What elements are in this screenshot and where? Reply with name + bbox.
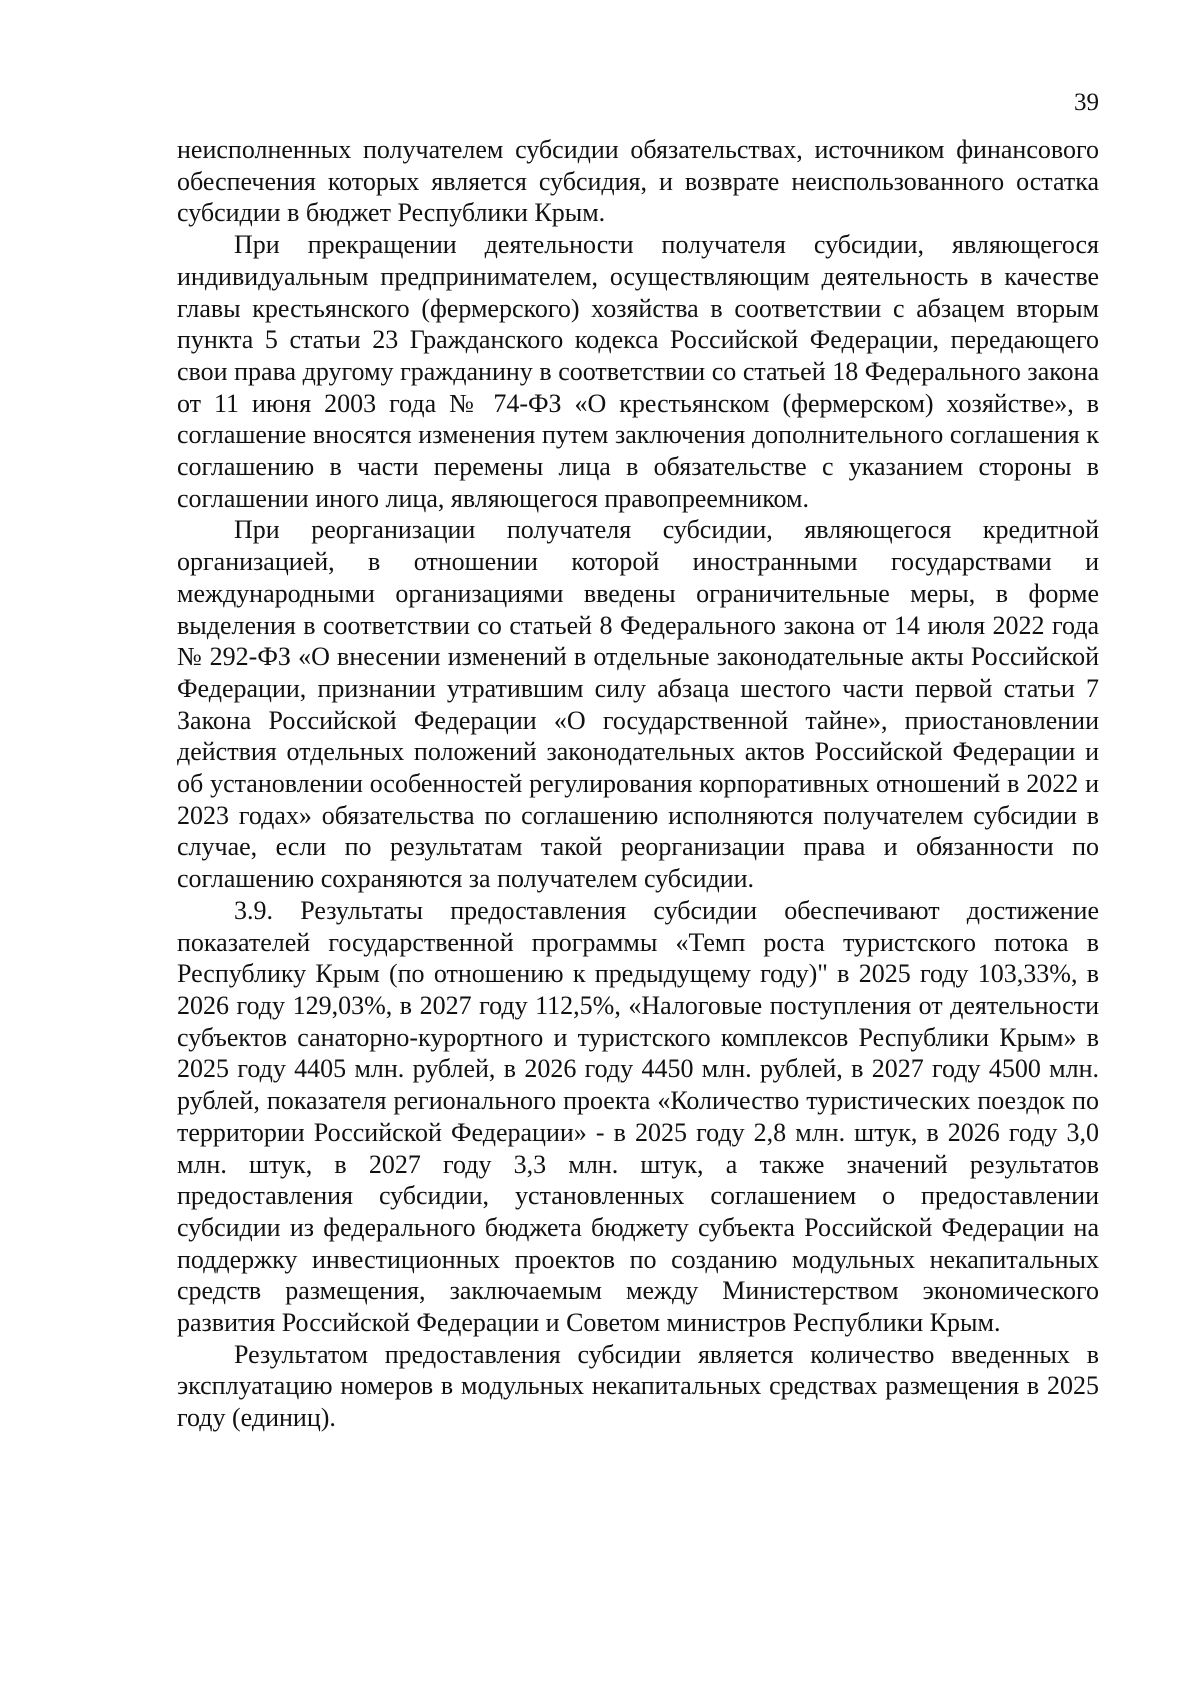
paragraph-credit-reorganization: При реорганизации получателя субсидии, являющегося кредитной организацией, в отношении которой иностранными государствами и международными организациями введены ограничительные меры, в форме выделения в соответствии со статьей 8 Федерального закона от 14 июля 2022 года № 292-ФЗ «О внесении изменений в отдельные законодательные акты Российской Федерации, признании утратившим силу абзаца шестого части первой статьи 7 Закона Российской Федерации «О государственной тайне», приостановлении действия отдельных положений законодательных актов Российской Федерации и об установлении особенностей регулирования корпоративных отношений в 2022 и 2023 годах» обязательства по соглашению исполняются получателем субсидии в случае, если по результатам такой реорганизации права и обязанности по соглашению сохраняются за получателем субсидии. (177, 515, 1099, 894)
page-number: 39 (1074, 89, 1099, 116)
paragraph-section-3-9: 3.9. Результаты предоставления субсидии обеспечивают достижение показателей государственной программы «Темп роста туристского потока в Республику Крым (по отношению к предыдущему году)" в 2025 году 103,33%, в 2026 году 129,03%, в 2027 году 112,5%, «Налоговые поступления от деятельности субъектов санаторно-курортного и туристского комплексов Республики Крым» в 2025 году 4405 млн. рублей, в 2026 году 4450 млн. рублей, в 2027 году 4500 млн. рублей, показателя регионального проекта «Количество туристических поездок по территории Российской Федерации» - в 2025 году 2,8 млн. штук, в 2026 году 3,0 млн. штук, в 2027 году 3,3 млн. штук, а также значений результатов предоставления субсидии, установленных соглашением о предоставлении субсидии из федерального бюджета бюджету субъекта Российской Федерации на поддержку инвестиционных проектов по созданию модульных некапитальных средств размещения, заключаемым между Министерством экономического развития Российской Федерации и Советом министров Республики Крым. (177, 895, 1099, 1338)
paragraph-farm-termination: При прекращении деятельности получателя субсидии, являющегося индивидуальным предпринимателем, осуществляющим деятельность в качестве главы крестьянского (фермерского) хозяйства в соответствии с абзацем вторым пункта 5 статьи 23 Гражданского кодекса Российской Федерации, передающего свои права другому гражданину в соответствии со статьей 18 Федерального закона от 11 июня 2003 года № 74-ФЗ «О крестьянском (фермерском) хозяйстве», в соглашение вносятся изменения путем заключения дополнительного соглашения к соглашению в части перемены лица в обязательстве с указанием стороны в соглашении иного лица, являющегося правопреемником. (177, 230, 1099, 513)
paragraph-result: Результатом предоставления субсидии является количество введенных в эксплуатацию номеров в модульных некапитальных средствах размещения в 2025 году (единиц). (177, 1339, 1099, 1433)
paragraph-continuation: неисполненных получателем субсидии обязательствах, источником финансового обеспечения которых является субсидия, и возврате неиспользованного остатка субсидии в бюджет Республики Крым. (177, 135, 1099, 228)
document-body (177, 134, 1099, 1434)
